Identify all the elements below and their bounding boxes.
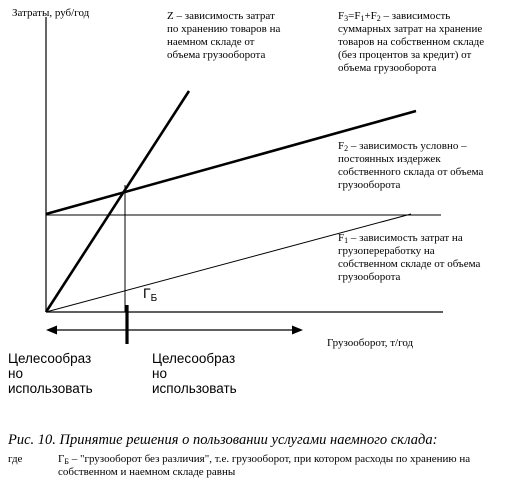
caption-note-line1: – "грузооборот без различия", т.е. грузооборот, при котором расходы по хранению на (68, 453, 471, 465)
region-arrow-right-head (292, 326, 303, 335)
caption-where: где (8, 453, 23, 465)
breakeven-label: $Г_Б$ (143, 285, 158, 304)
region-left-label: Целесообраз но использовать (8, 351, 93, 397)
region-right-label: Целесообраз но использовать (152, 351, 237, 397)
legend-f2-text: – зависимость условно – постоянных издержек собственного склада от объема грузооборота (338, 140, 484, 192)
figure-caption: Рис. 10. Принятие решения о пользовании услугами наемного склада: (8, 432, 438, 448)
legend-f3-line1: – зависимость (380, 10, 451, 22)
legend-f1-text: – зависимость затрат на грузопереработку на собственном складе от объема грузооборота (338, 232, 481, 284)
legend-f1: $F_1$ – зависимость затрат на грузопереработку на собственном складе от объема грузооборота (338, 232, 481, 284)
x-axis-label: Грузооборот, т/год (327, 337, 414, 349)
region-arrow-left-head (46, 326, 57, 335)
legend-f3-rest: суммарных затрат на хранение товаров на собственном складе (без процентов за кредит) от объема грузооборота (338, 23, 485, 75)
legend-z: Z – зависимость затрат по хранению товаров на наемном складе от объема грузооборота (167, 10, 281, 61)
caption-note-line2: собственном и наемном складе равны (58, 466, 236, 479)
legend-f3: $F_3=F_1+F_2$ – зависимость суммарных затрат на хранение товаров на собственном складе (без процентов за кредит) от объема грузооборота (338, 10, 485, 75)
caption-note: $Г_Б$ – "грузооборот без различия", т.е. грузооборот, при котором расходы по хранению на собственном и наемном складе равны (58, 453, 471, 479)
y-axis-label: Затраты, руб/год (12, 7, 90, 19)
legend-f2: $F_2$ – зависимость условно – постоянных издержек собственного склада от объема грузооборота (338, 140, 484, 192)
